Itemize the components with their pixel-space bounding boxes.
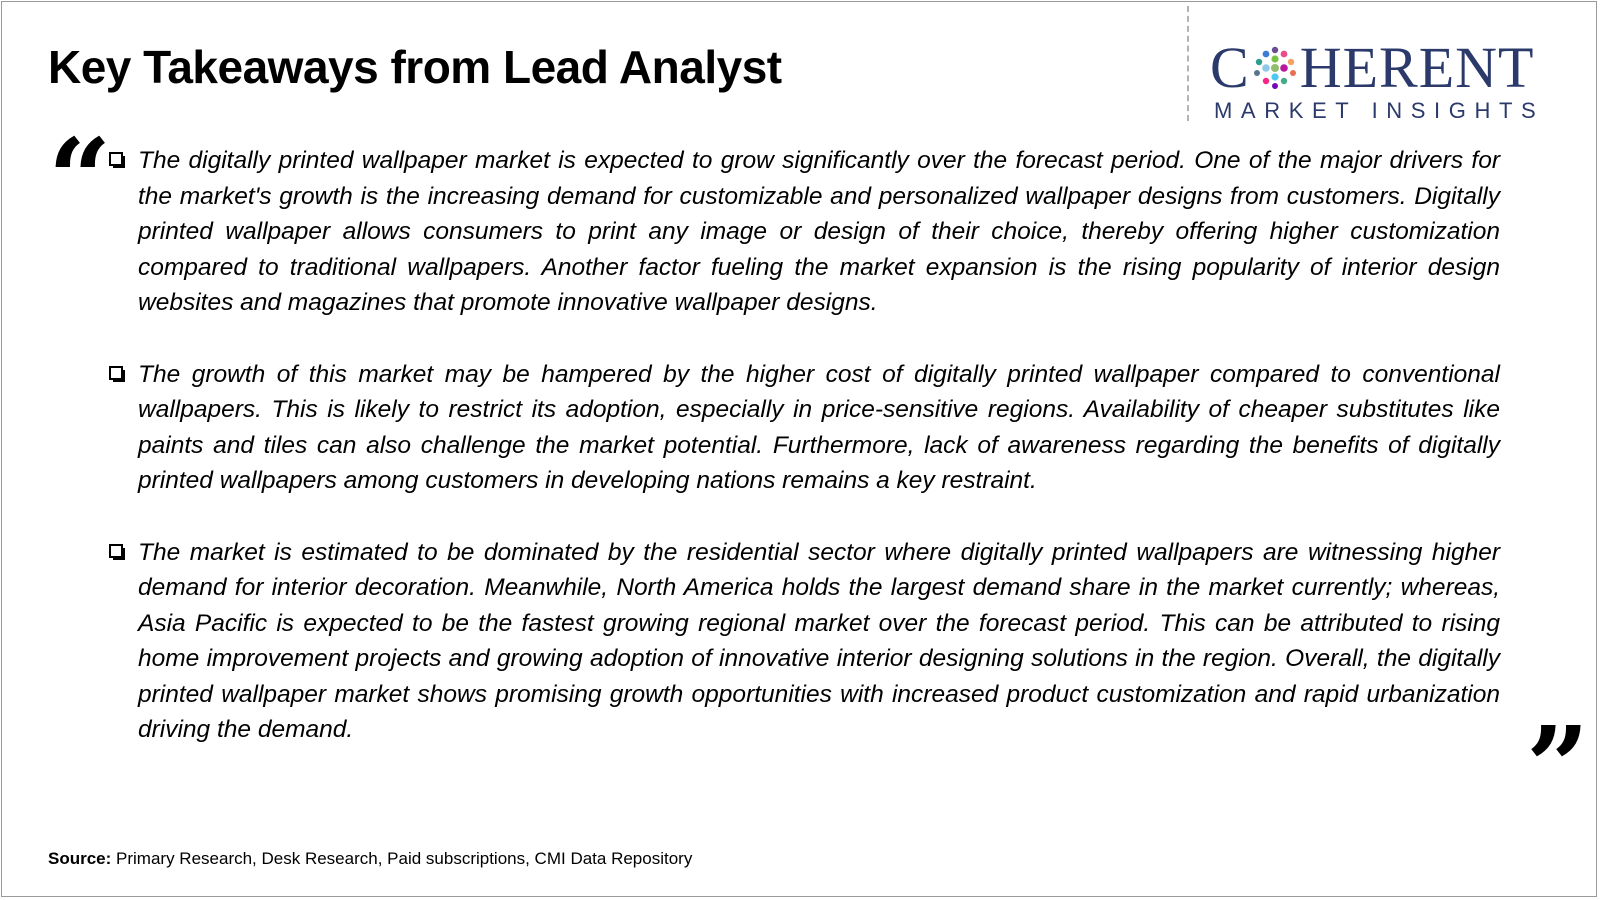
header-divider xyxy=(1187,6,1189,121)
list-item xyxy=(107,535,1500,748)
logo-wordmark xyxy=(1210,35,1535,100)
takeaway-text: The digitally printed wallpaper market is expected to grow significantly over the forecast period. One of the major drivers for the market's growth is the increasing demand for customizable and personalized wallpaper designs from customers. Digitally printed wallpaper allows consumers to print any image or design of their choice, thereby offering higher customization compared to traditional wallpapers. Another factor fueling the market expansion is the rising popularity of interior design websites and magazines that promote innovative wallpaper designs. xyxy=(138,147,1500,316)
close-quote-icon: ” xyxy=(1526,702,1590,831)
checkbox-icon xyxy=(109,366,123,380)
list-item xyxy=(107,357,1500,499)
takeaway-text: The market is estimated to be dominated by the residential sector where digitally printed wallpapers are witnessing higher demand for interior decoration. Meanwhile, North America holds the largest demand share in the market currently; whereas, Asia Pacific is expected to be the fastest growing regional market over the forecast period. This can be attributed to rising home improvement projects and growing adoption of innovative interior designing solutions in the region. Overall, the digitally printed wallpaper market shows promising growth opportunities with increased product customization and rapid urbanization driving the demand. xyxy=(138,538,1500,743)
logo-subtitle: MARKET INSIGHTS xyxy=(1214,98,1545,123)
page-title: Key Takeaways from Lead Analyst xyxy=(48,41,782,93)
source-label: Source: xyxy=(48,849,112,868)
takeaways-list xyxy=(107,143,1500,784)
logo-text: HERENT xyxy=(1299,35,1535,100)
checkbox-icon xyxy=(109,152,123,166)
open-quote-icon: “ xyxy=(48,114,112,243)
company-logo xyxy=(1210,35,1580,128)
checkbox-icon xyxy=(109,544,123,558)
source-text: Primary Research, Desk Research, Paid subscriptions, CMI Data Repository xyxy=(111,849,693,868)
dotted-o-logo-icon xyxy=(1252,45,1298,91)
list-item xyxy=(107,143,1500,321)
takeaway-text: The growth of this market may be hampered by the higher cost of digitally printed wallpaper compared to conventional wallpapers. This is likely to restrict its adoption, especially in price-sensitive regions. Availability of cheaper substitutes like paints and tiles can also challenge the market potential. Furthermore, lack of awareness regarding the benefits of digitally printed wallpapers among customers in developing nations remains a key restraint. xyxy=(138,360,1500,494)
logo-letter-c: C xyxy=(1210,35,1250,100)
source-note xyxy=(48,849,692,869)
